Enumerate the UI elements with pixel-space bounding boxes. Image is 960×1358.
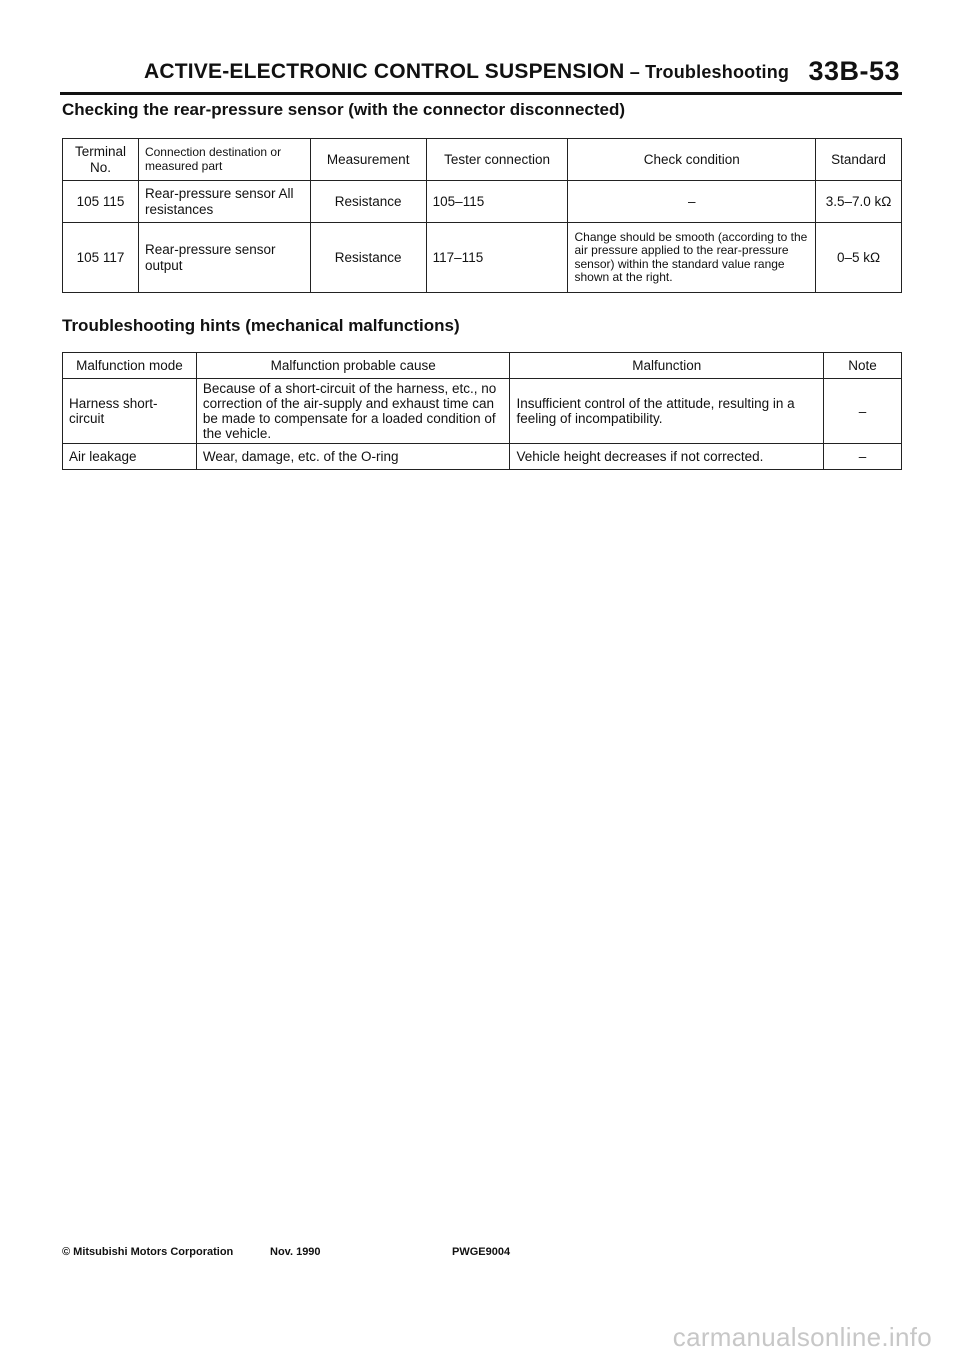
- cell-mode: Harness short-circuit: [63, 379, 197, 444]
- cell-measurement: Resistance: [310, 223, 426, 293]
- col-terminal: Terminal No.: [63, 139, 139, 181]
- cell-mode: Air leakage: [63, 444, 197, 470]
- col-malfunction-mode: Malfunction mode: [63, 353, 197, 379]
- cell-terminal: 105 115: [63, 181, 139, 223]
- table-row: [63, 223, 902, 293]
- footer-date: Nov. 1990: [270, 1246, 321, 1258]
- cell-malfunction: Vehicle height decreases if not corrected.: [510, 444, 824, 470]
- footer-copyright: © Mitsubishi Motors Corporation: [62, 1246, 234, 1258]
- table-row: [63, 444, 902, 470]
- header-title-sub: – Troubleshooting: [624, 62, 790, 82]
- table-row: [63, 181, 902, 223]
- header-title: [144, 60, 789, 84]
- cell-malfunction: Insufficient control of the attitude, resulting in a feeling of incompatibility.: [510, 379, 824, 444]
- col-probable-cause: Malfunction probable cause: [196, 353, 510, 379]
- troubleshooting-hints-table: [62, 352, 902, 470]
- cell-tester: 117–115: [426, 223, 568, 293]
- cell-part: Rear-pressure sensor All resistances: [138, 181, 310, 223]
- page-header: [60, 56, 902, 95]
- cell-condition: –: [568, 181, 816, 223]
- col-malfunction: Malfunction: [510, 353, 824, 379]
- table-header-row: [63, 353, 902, 379]
- page-number: 33B-53: [808, 56, 900, 86]
- cell-condition: Change should be smooth (according to the air pressure applied to the rear-pressure sensor) within the standard value range shown at the right.: [568, 223, 816, 293]
- cell-note: –: [824, 379, 902, 444]
- col-note: Note: [824, 353, 902, 379]
- cell-standard: 3.5–7.0 kΩ: [816, 181, 902, 223]
- table-header-row: [63, 139, 902, 181]
- table-row: [63, 379, 902, 444]
- footer-code: PWGE9004: [452, 1246, 511, 1258]
- section-title-pressure-sensor: Checking the rear-pressure sensor (with the connector disconnected): [62, 100, 626, 119]
- cell-part: Rear-pressure sensor output: [138, 223, 310, 293]
- col-connection: Connection destination or measured part: [138, 139, 310, 181]
- header-title-main: ACTIVE-ELECTRONIC CONTROL SUSPENSION: [144, 60, 625, 83]
- watermark: carmanualsonline.info: [672, 1322, 932, 1352]
- cell-cause: Because of a short-circuit of the harness, etc., no correction of the air-supply and exhaust time can be made to compensate for a loaded condition of the vehicle.: [196, 379, 510, 444]
- col-tester: Tester connection: [426, 139, 568, 181]
- pressure-sensor-table: [62, 138, 902, 293]
- col-standard: Standard: [816, 139, 902, 181]
- section-title-troubleshooting-hints: Troubleshooting hints (mechanical malfunctions): [62, 316, 460, 335]
- cell-measurement: Resistance: [310, 181, 426, 223]
- col-measurement: Measurement: [310, 139, 426, 181]
- col-condition: Check condition: [568, 139, 816, 181]
- cell-terminal: 105 117: [63, 223, 139, 293]
- cell-tester: 105–115: [426, 181, 568, 223]
- cell-standard: 0–5 kΩ: [816, 223, 902, 293]
- cell-cause: Wear, damage, etc. of the O-ring: [196, 444, 510, 470]
- cell-note: –: [824, 444, 902, 470]
